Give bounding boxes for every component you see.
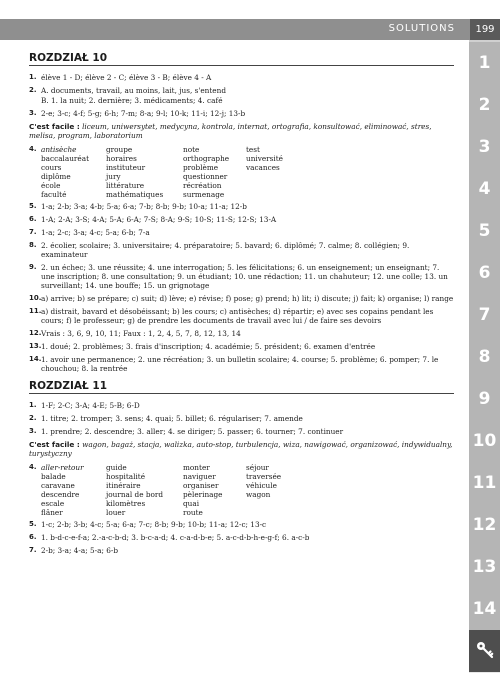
answer-line: 2-e; 3-c; 4-f; 5-g; 6-h; 7-m; 8-a; 9-l; 10-k; 11-i; 12-j; 13-b	[41, 109, 246, 118]
exercise-item	[29, 329, 454, 339]
answer-line: 1. doué; 2. problèmes; 3. frais d'inscription; 4. académie; 5. président; 6. examen d'entrée	[41, 342, 376, 351]
exercise-number: 3.	[29, 427, 37, 435]
vocabulary-word: groupe	[106, 145, 133, 154]
exercise-answer	[41, 263, 454, 291]
exercise-answer	[41, 228, 454, 238]
exercise-item	[29, 520, 454, 530]
exercise-number: 5.	[29, 202, 37, 210]
answer-line: élève 1 - D; élève 2 - C; élève 3 - B; élève 4 - A	[41, 73, 212, 82]
vocabulary-word: descendre	[41, 490, 80, 499]
chapter-tab-6[interactable]: 6	[469, 252, 500, 295]
solutions-content	[29, 52, 454, 559]
vocabulary-word	[246, 508, 326, 517]
exercise-item	[29, 414, 454, 424]
exercise-number: 7.	[29, 228, 37, 236]
exercise-answer	[41, 241, 454, 260]
exercise-answer	[41, 546, 454, 556]
vocabulary-word: guide	[106, 463, 127, 472]
chapter-tab-9[interactable]: 9	[469, 378, 500, 421]
vocabulary-word: flâner	[41, 508, 63, 517]
exercise-item	[29, 463, 454, 517]
vocabulary-word: questionner	[183, 172, 228, 181]
chapter-tab-13[interactable]: 13	[469, 546, 500, 589]
answer-line: 2. écolier, scolaire; 3. universitaire; 4. préparatoire; 5. bavard; 6. diplômé; 7. calme; 8. collégien; 9. examinateur	[41, 241, 410, 259]
vocabulary-word: escale	[41, 499, 65, 508]
vocabulary-word: naviguer	[183, 472, 216, 481]
vocabulary-word: monter	[183, 463, 210, 472]
exercise-number: 13.	[29, 342, 42, 350]
exercise-item	[29, 86, 454, 106]
page-header	[0, 0, 500, 40]
chapter-tab-2[interactable]: 2	[469, 84, 500, 127]
vocabulary-word: pèlerinage	[183, 490, 223, 499]
exercise-item	[29, 401, 454, 411]
exercise-number: 1.	[29, 73, 37, 81]
vocabulary-word: wagon	[246, 490, 271, 499]
exercise-item	[29, 355, 454, 374]
cest-facile-words: wagon, bagaż, stacja, walizka, auto-stop, turbulencja, wiza, nawigować, organizować, indywidualny, turystyczny	[29, 440, 453, 458]
exercise-number: 8.	[29, 241, 37, 249]
chapter-tab-4[interactable]: 4	[469, 168, 500, 211]
vocabulary-word: cours	[41, 163, 62, 172]
exercise-answer	[41, 520, 454, 530]
cest-facile-note	[29, 440, 454, 458]
answer-line: 1. b-d-c-e-f-a; 2.-a-c-b-d; 3. b-c-a-d; 4. c-a-d-b-e; 5. a-c-d-b-h-e-g-f; 6. a-c-b	[41, 533, 310, 542]
vocabulary-word: kilomètres	[106, 499, 146, 508]
chapter-tabs	[469, 40, 500, 640]
exercise-number: 6.	[29, 215, 37, 223]
vocabulary-word: quai	[183, 499, 200, 508]
vocabulary-word: balade	[41, 472, 66, 481]
chapter-tab-14[interactable]: 14	[469, 588, 500, 631]
vocabulary-word: route	[183, 508, 203, 517]
exercise-answer	[41, 533, 454, 543]
vocabulary-word: louer	[106, 508, 126, 517]
vocabulary-word: vacances	[246, 163, 280, 172]
vocabulary-word: hospitalité	[106, 472, 146, 481]
vocabulary-word: mathématiques	[106, 190, 164, 199]
vocabulary-word: surmenage	[183, 190, 225, 199]
exercise-item	[29, 145, 454, 199]
exercise-number: 1.	[29, 401, 37, 409]
exercise-item	[29, 241, 454, 260]
vocabulary-word: université	[246, 154, 283, 163]
exercise-item	[29, 546, 454, 556]
vocabulary-word: itinéraire	[106, 481, 141, 490]
vocabulary-word: véhicule	[246, 481, 277, 490]
answer-line: Vrais : 3, 6, 9, 10, 11; Faux : 1, 2, 4, 5, 7, 8, 12, 13, 14	[41, 329, 241, 338]
chapter-tab-7[interactable]: 7	[469, 294, 500, 337]
exercise-answer	[41, 329, 454, 339]
vocabulary-word: jury	[106, 172, 121, 181]
vocabulary-word: faculté	[41, 190, 67, 199]
exercise-answer	[41, 86, 454, 106]
exercise-item	[29, 533, 454, 543]
chapter-title: ROZDZIAŁ 10	[29, 54, 454, 66]
vocabulary-word: baccalauréat	[41, 154, 90, 163]
exercise-item	[29, 294, 454, 304]
vocabulary-word: instituteur	[106, 163, 146, 172]
exercise-answer	[41, 414, 454, 424]
exercise-answer	[41, 73, 454, 83]
vocabulary-word: école	[41, 181, 61, 190]
answer-line: 1-F; 2-C; 3-A; 4-E; 5-B; 6-D	[41, 401, 140, 410]
chapter-tab-12[interactable]: 12	[469, 504, 500, 547]
vocabulary-word: organiser	[183, 481, 219, 490]
answer-line: 1-a; 2-c; 3-a; 4-c; 5-a; 6-b; 7-a	[41, 228, 150, 237]
exercise-number: 4.	[29, 463, 37, 471]
exercise-number: 2.	[29, 86, 37, 94]
answer-line: B. 1. la nuit; 2. dernière; 3. médicaments; 4. café	[41, 96, 223, 105]
chapter-tab-3[interactable]: 3	[469, 126, 500, 169]
exercise-number: 2.	[29, 414, 37, 422]
vocabulary-word: traversée	[246, 472, 282, 481]
answer-line: 1-a; 2-b; 3-a; 4-b; 5-a; 6-a; 7-b; 8-b; 9-b; 10-a; 11-a; 12-b	[41, 202, 247, 211]
answer-line: a) distrait, bavard et désobéissant; b) les cours; c) antisèches; d) répartir; e) avec ses copains pendant les cours; f) le professeur; g) de prendre les documents de travail avec lui / de faire ses devoirs	[41, 307, 434, 325]
vocabulary-word: problème	[183, 163, 219, 172]
chapter-title: ROZDZIAŁ 11	[29, 382, 454, 394]
answer-line: a) arrive; b) se prépare; c) suit; d) lève; e) révise; f) pose; g) prend; h) lit; i) discute; j) fait; k) organise; l) range	[41, 294, 454, 303]
vocabulary-word	[246, 181, 326, 190]
exercise-number: 11.	[29, 307, 42, 315]
exercise-number: 10.	[29, 294, 42, 302]
exercise-answer	[41, 307, 454, 326]
vocabulary-word: aller-retour	[41, 463, 84, 472]
exercise-item	[29, 307, 454, 326]
vocabulary-grid	[41, 463, 454, 517]
cest-facile-label: C'est facile :	[29, 440, 80, 449]
vocabulary-word: caravane	[41, 481, 75, 490]
exercise-answer	[41, 215, 454, 225]
exercise-answer	[41, 401, 454, 411]
vocabulary-word: note	[183, 145, 200, 154]
vocabulary-word: diplôme	[41, 172, 71, 181]
key-icon	[476, 641, 494, 659]
answer-line: 2-b; 3-a; 4-a; 5-a; 6-b	[41, 546, 119, 555]
vocabulary-word	[246, 190, 326, 199]
chapter-tab-8[interactable]: 8	[469, 336, 500, 379]
vocabulary-word: horaires	[106, 154, 137, 163]
exercise-number: 12.	[29, 329, 42, 337]
exercise-answer	[41, 355, 454, 374]
answer-line: 1. avoir une permanence; 2. une récréation; 3. un bulletin scolaire; 4. course; 5. problème; 6. pomper; 7. le chouchou; 8. la rentrée	[41, 355, 439, 373]
exercise-number: 9.	[29, 263, 37, 271]
exercise-number: 4.	[29, 145, 37, 153]
answer-line: 1. prendre; 2. descendre; 3. aller; 4. se diriger; 5. passer; 6. tourner; 7. continuer	[41, 427, 344, 436]
cest-facile-note	[29, 122, 454, 140]
exercise-answer	[41, 109, 454, 119]
vocabulary-grid	[41, 145, 454, 199]
exercise-number: 7.	[29, 546, 37, 554]
header-label: SOLUTIONS	[388, 23, 455, 34]
answer-line: 1-c; 2-b; 3-b; 4-c; 5-a; 6-a; 7-c; 8-b; 9-b; 10-b; 11-a; 12-c; 13-c	[41, 520, 267, 529]
chapter-tab-11[interactable]: 11	[469, 462, 500, 505]
page-number: 199	[470, 19, 500, 40]
exercise-item	[29, 109, 454, 119]
exercise-item	[29, 215, 454, 225]
vocabulary-word: test	[246, 145, 260, 154]
exercise-number: 6.	[29, 533, 37, 541]
answer-line: 1. titre; 2. tromper; 3. sens; 4. quai; 5. billet; 6. régulariser; 7. amende	[41, 414, 303, 423]
chapter-tab-1[interactable]: 1	[469, 42, 500, 85]
exercise-number: 14.	[29, 355, 42, 363]
exercise-item	[29, 202, 454, 212]
exercise-number: 5.	[29, 520, 37, 528]
vocabulary-word	[246, 172, 326, 181]
cest-facile-words: liceum, uniwersytet, medycyna, kontrola, internat, ortografia, konsultować, eliminować, stres, melisa, program, laboratorium	[29, 122, 432, 140]
exercise-item	[29, 263, 454, 291]
answer-line: 2. un échec; 3. une réussite; 4. une interrogation; 5. les félicitations; 6. un enseignement; un enseignant; 7. une inscription; 8. une consultation; 9. un étudiant; 10. une rédaction; 11. un chahuteur; 12. une colle; 13. un surveillant; 14. une bouffe; 15. un grignotage	[41, 263, 448, 290]
exercise-item	[29, 228, 454, 238]
exercise-item	[29, 427, 454, 437]
vocabulary-word: orthographe	[183, 154, 230, 163]
vocabulary-word: séjour	[246, 463, 269, 472]
answer-line: 1-A; 2-A; 3-S; 4-A; 5-A; 6-A; 7-S; 8-A; 9-S; 10-S; 11-S; 12-S; 13-A	[41, 215, 277, 224]
exercise-answer	[41, 427, 454, 437]
chapter-tab-10[interactable]: 10	[469, 420, 500, 463]
vocabulary-word: récréation	[183, 181, 222, 190]
exercise-answer	[41, 202, 454, 212]
vocabulary-word: journal de bord	[106, 490, 164, 499]
exercise-answer	[41, 294, 454, 304]
vocabulary-word: littérature	[106, 181, 145, 190]
key-tab[interactable]	[469, 630, 500, 673]
exercise-item	[29, 73, 454, 83]
vocabulary-word: antisèche	[41, 145, 77, 154]
exercise-item	[29, 342, 454, 352]
chapter-tab-5[interactable]: 5	[469, 210, 500, 253]
vocabulary-word	[246, 499, 326, 508]
cest-facile-label: C'est facile :	[29, 122, 80, 131]
exercise-number: 3.	[29, 109, 37, 117]
exercise-answer	[41, 342, 454, 352]
answer-line: A. documents, travail, au moins, lait, jus, s'entend	[41, 86, 226, 95]
